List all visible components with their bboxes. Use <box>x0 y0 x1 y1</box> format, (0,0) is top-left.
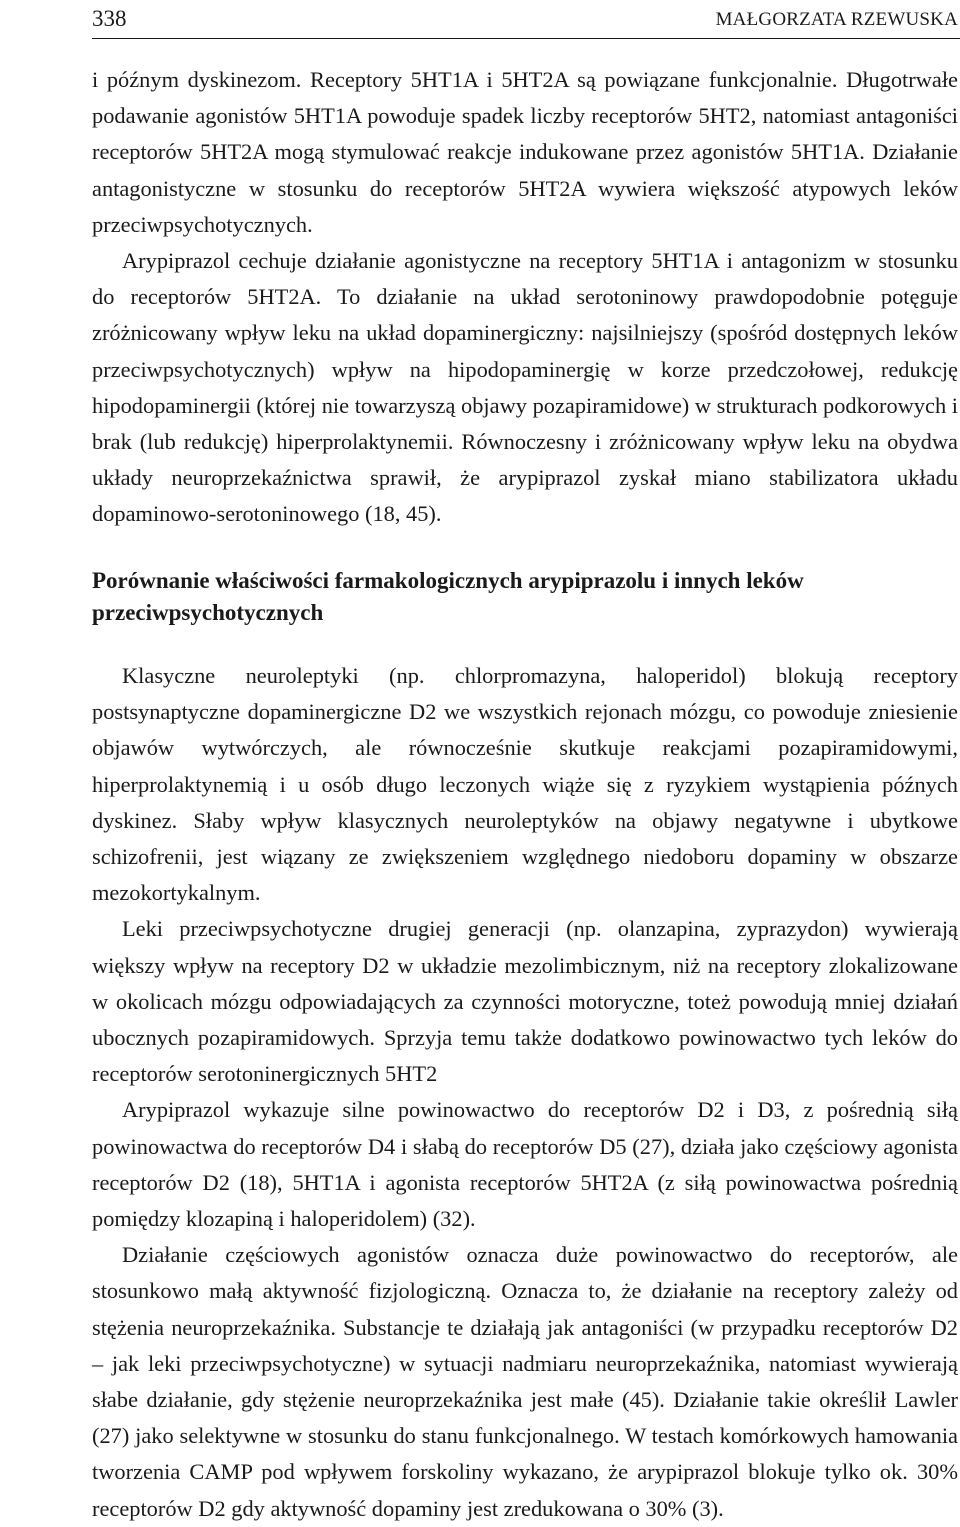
paragraph: Działanie częściowych agonistów oznacza duże powinowactwo do receptorów, ale stosunkowo małą aktywność fizjologiczną. Oznacza to, że działanie na receptory zależy od stężenia neuroprzekaźnika. Substancje te działają jak antagoniści (w przypadku receptorów D2 – jak leki przeciwpsychotyczne) w sytuacji nadmiaru neuroprzekaźnika, natomiast wywierają słabe działanie, gdy stężenie neuroprzekaźnika jest małe (45). Działanie takie określił Lawler (27) jako selektywne w stosunku do stanu funkcjonalnego. W testach komórkowych hamowania tworzenia CAMP pod wpływem forskoliny wykazano, że arypiprazol blokuje tylko ok. 30% receptorów D2 gdy aktywność dopaminy jest zredukowana o 30% (3). <box>92 1242 958 1521</box>
intro-text <box>92 62 958 533</box>
running-header <box>92 4 960 39</box>
paragraph: Arypiprazol cechuje działanie agonistyczne na receptory 5HT1A i antagonizm w stosunku do receptorów 5HT2A. To działanie na układ serotoninowy prawdopodobnie potęguje zróżnicowany wpływ leku na układ dopaminergiczny: najsilniejszy (spośród dostępnych leków przeciwpsychotycznych) wpływ na hipodopaminergię w korze przedczołowej, redukcję hipodopaminergii (której nie towarzyszą objawy pozapiramidowe) w strukturach podkorowych i brak (lub redukcję) hiperprolaktynemii. Równoczesny i zróżnicowany wpływ leku na obydwa układy neuroprzekaźnictwa sprawił, że arypiprazol zyskał miano stabilizatora układu dopaminowo-serotoninowego (18, 45). <box>92 248 958 527</box>
paragraph: Arypiprazol wykazuje silne powinowactwo do receptorów D2 i D3, z pośrednią siłą powinowactwa do receptorów D4 i słabą do receptorów D5 (27), działa jako częściowy agonista receptorów D2 (18), 5HT1A i agonista receptorów 5HT2A (z siłą powinowactwa pośrednią pomiędzy klozapiną i haloperidolem) (32). <box>92 1097 958 1232</box>
paragraph: Leki przeciwpsychotyczne drugiej generacji (np. olanzapina, zyprazydon) wywierają większy wpływ na receptory D2 w układzie mezolimbicznym, niż na receptory zlokalizowane w okolicach mózgu odpowiadających za czynności motoryczne, toteż powodują mniej działań ubocznych pozapiramidowych. Sprzyja temu także dodatkowo powinowactwo tych leków do receptorów serotoninergicznych 5HT2 <box>92 916 958 1087</box>
page-number: 338 <box>92 6 127 31</box>
section-heading: Porównanie właściwości farmakologicznych arypiprazolu i innych leków przeciwpsychotycznych <box>92 568 804 625</box>
paragraph: Klasyczne neuroleptyki (np. chlorpromazyna, haloperidol) blokują receptory postsynaptyczne dopaminergiczne D2 we wszystkich rejonach mózgu, co powoduje zniesienie objawów wytwórczych, ale równocześnie skutkuje reakcjami pozapiramidowymi, hiperprolaktynemią i u osób długo leczonych wiąże się z ryzykiem wystąpienia późnych dyskinez. Słaby wpływ klasycznych neuroleptyków na objawy negatywne i ubytkowe schizofrenii, jest wiązany ze zwiększeniem względnego niedoboru dopaminy w obszarze mezokortykalnym. <box>92 663 958 906</box>
running-head-author: MAŁGORZATA RZEWUSKA <box>715 9 958 30</box>
section-body <box>92 658 958 1527</box>
paragraph: i późnym dyskinezom. Receptory 5HT1A i 5HT2A są powiązane funkcjonalnie. Długotrwałe podawanie agonistów 5HT1A powoduje spadek liczby receptorów 5HT2, natomiast antagoniści receptorów 5HT2A mogą stymulować reakcje indukowane przez agonistów 5HT1A. Działanie antagonistyczne w stosunku do receptorów 5HT2A wywiera większość atypowych leków przeciwpsychotycznych. <box>92 67 958 237</box>
